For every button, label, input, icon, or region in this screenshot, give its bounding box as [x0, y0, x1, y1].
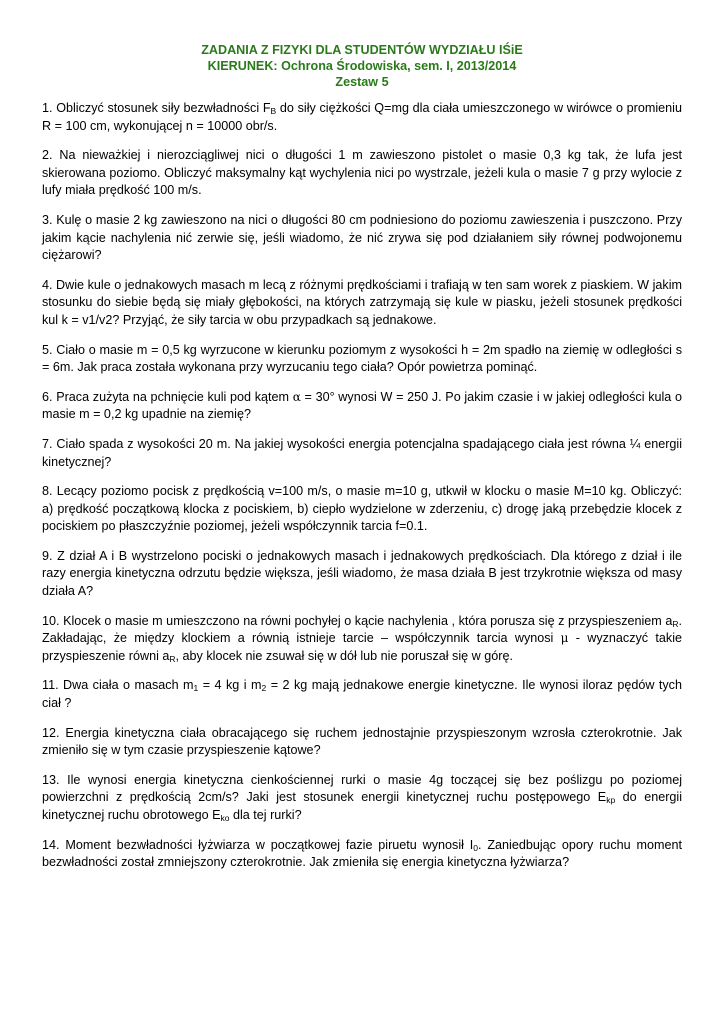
task-6-text-b: = 30° wynosi W = 250 J. Po jakim czasie i w jakiej odległości kula o masie m = 0,2 kg upadnie na ziemię?: [42, 389, 682, 422]
task-6: [42, 389, 682, 424]
task-11-subscript-2: 2: [261, 683, 267, 694]
task-3: 3. Kulę o masie 2 kg zawieszono na nici o długości 80 cm podniesiono do poziomu zawieszenia i puszczono. Przy jakim kącie nachylenia nić zerwie się, jeśli wiadomo, że nić zrywa się pod działaniem siły równej podwojonemu ciężarowi?: [42, 212, 682, 263]
mu-symbol: μ: [560, 631, 569, 646]
task-10-text-b: . Zakładając, że między klockiem a równią istnieje tarcie – współczynnik tarcia wynosi: [42, 613, 682, 646]
task-13-text-a: 13. Ile wynosi energia kinetyczna cienkościennej rurki o masie 4g toczącej się bez poślizgu po poziomej powierzchni z prędkością 2cm/s? Jaki jest stosunek energii kinetycznej ruchu postępowego E: [42, 772, 682, 805]
task-11-text-c: = 2 kg mają jednakowe energie kinetyczne. Ile wynosi iloraz pędów tych ciał ?: [42, 678, 682, 711]
task-13-text-c: dla tej rurki?: [229, 808, 302, 822]
document-header: [42, 42, 682, 90]
task-12: 12. Energia kinetyczna ciała obracającego się ruchem jednostajnie przyspieszonym wzrosła czterokrotnie. Jak zmieniło się w tym czasie przyspieszenie kątowe?: [42, 725, 682, 758]
task-10-subscript-2: R: [169, 653, 176, 664]
task-14: [42, 837, 682, 872]
task-11-subscript-1: 1: [193, 683, 199, 694]
task-4: 4. Dwie kule o jednakowych masach m lecą z różnymi prędkościami i trafiają w ten sam worek z piaskiem. W jakim stosunku do siebie będą się miały głębokości, na których zatrzymają się kule w piasku, jeżeli stosunek prędkości kul k = v1/v2? Przyjąć, że siły tarcia w obu przypadkach są jednakowe.: [42, 277, 682, 327]
header-set: Zestaw 5: [335, 75, 389, 89]
task-13-text-b: do energii kinetycznej ruchu obrotowego E: [42, 790, 682, 822]
task-8: 8. Lecący poziomo pocisk z prędkością v=100 m/s, o masie m=10 g, utkwił w klocku o masie M=10 kg. Obliczyć: a) prędkość początkową klocka z pociskiem, b) ciepło wydzielone w zderzeniu, c) drogę jaką przebędzie klocek z pociskiem po płaszczyźnie poziomej, jeżeli współczynnik tarcia f=0.1.: [42, 484, 682, 534]
task-13-subscript-2: ko: [220, 813, 230, 823]
task-10-text-a: 10. Klocek o masie m umieszczono na równi pochyłej o kącie nachylenia , która porusza się z przyspieszeniem a: [42, 613, 673, 628]
task-10-text-d: , aby klocek nie zsuwał się w dół lub nie poruszał się w górę.: [175, 648, 513, 663]
document-page: [42, 42, 682, 884]
task-1: [42, 100, 682, 135]
task-11-text-a: 11. Dwa ciała o masach m: [42, 678, 194, 693]
task-1-text-a: 1. Obliczyć stosunek siły bezwładności F: [42, 101, 271, 115]
task-14-text-b: . Zaniedbując opory ruchu moment bezwładności został zmniejszony czterokrotnie. Jak zmieniła się energia kinetyczna łyżwiarza?: [42, 837, 682, 870]
task-13: [42, 772, 682, 825]
task-11-text-b: = 4 kg i m: [198, 678, 262, 693]
task-11: [42, 677, 682, 712]
task-1-subscript: B: [270, 106, 277, 116]
task-7: 7. Ciało spada z wysokości 20 m. Na jakiej wysokości energia potencjalna spadającego ciała jest równa ¼ energii kinetycznej?: [42, 436, 682, 469]
task-13-subscript-1: kp: [606, 795, 616, 806]
task-14-text-a: 14. Moment bezwładności łyżwiarza w początkowej fazie piruetu wynosił I: [42, 837, 474, 852]
header-course: KIERUNEK: Ochrona Środowiska, sem. I, 2013/2014: [207, 59, 517, 73]
header-title: ZADANIA Z FIZYKI DLA STUDENTÓW WYDZIAŁU IŚiE: [201, 43, 523, 57]
task-9: 9. Z dział A i B wystrzelono pociski o jednakowych masach i jednakowych prędkościach. Dla którego z dział i ile razy energia kinetyczna odrzutu będzie większa, jeśli wiadomo, że masa działa B jest trzykrotnie większa od masy działa A?: [42, 548, 682, 599]
task-10-subscript-1: R: [672, 618, 679, 629]
task-1-text-b: do siły ciężkości Q=mg dla ciała umieszczonego w wirówce o promieniu R = 100 cm, wykonującej n = 10000 obr/s.: [42, 101, 682, 133]
task-6-text-a: 6. Praca zużyta na pchnięcie kuli pod kątem: [42, 389, 293, 404]
task-10: [42, 613, 682, 666]
task-14-subscript: 0: [473, 842, 479, 853]
task-2: 2. Na nieważkiej i nierozciągliwej nici o długości 1 m zawieszono pistolet o masie 0,3 kg tak, że lufa jest skierowana poziomo. Obliczyć maksymalny kąt wychylenia nici po wystrzale, jeżeli kula o masie 7 g przy wylocie z lufy miała prędkość 100 m/s.: [42, 148, 682, 198]
task-10-text-c: - wyznaczyć takie przyspieszenie równi a: [42, 631, 682, 663]
alpha-symbol: α: [292, 389, 301, 404]
task-5: 5. Ciało o masie m = 0,5 kg wyrzucone w kierunku poziomym z wysokości h = 2m spadło na ziemię w odległości s = 6m. Jak praca została wykonana przy wyrzucaniu tego ciała? Opór powietrza pominąć.: [42, 342, 682, 375]
